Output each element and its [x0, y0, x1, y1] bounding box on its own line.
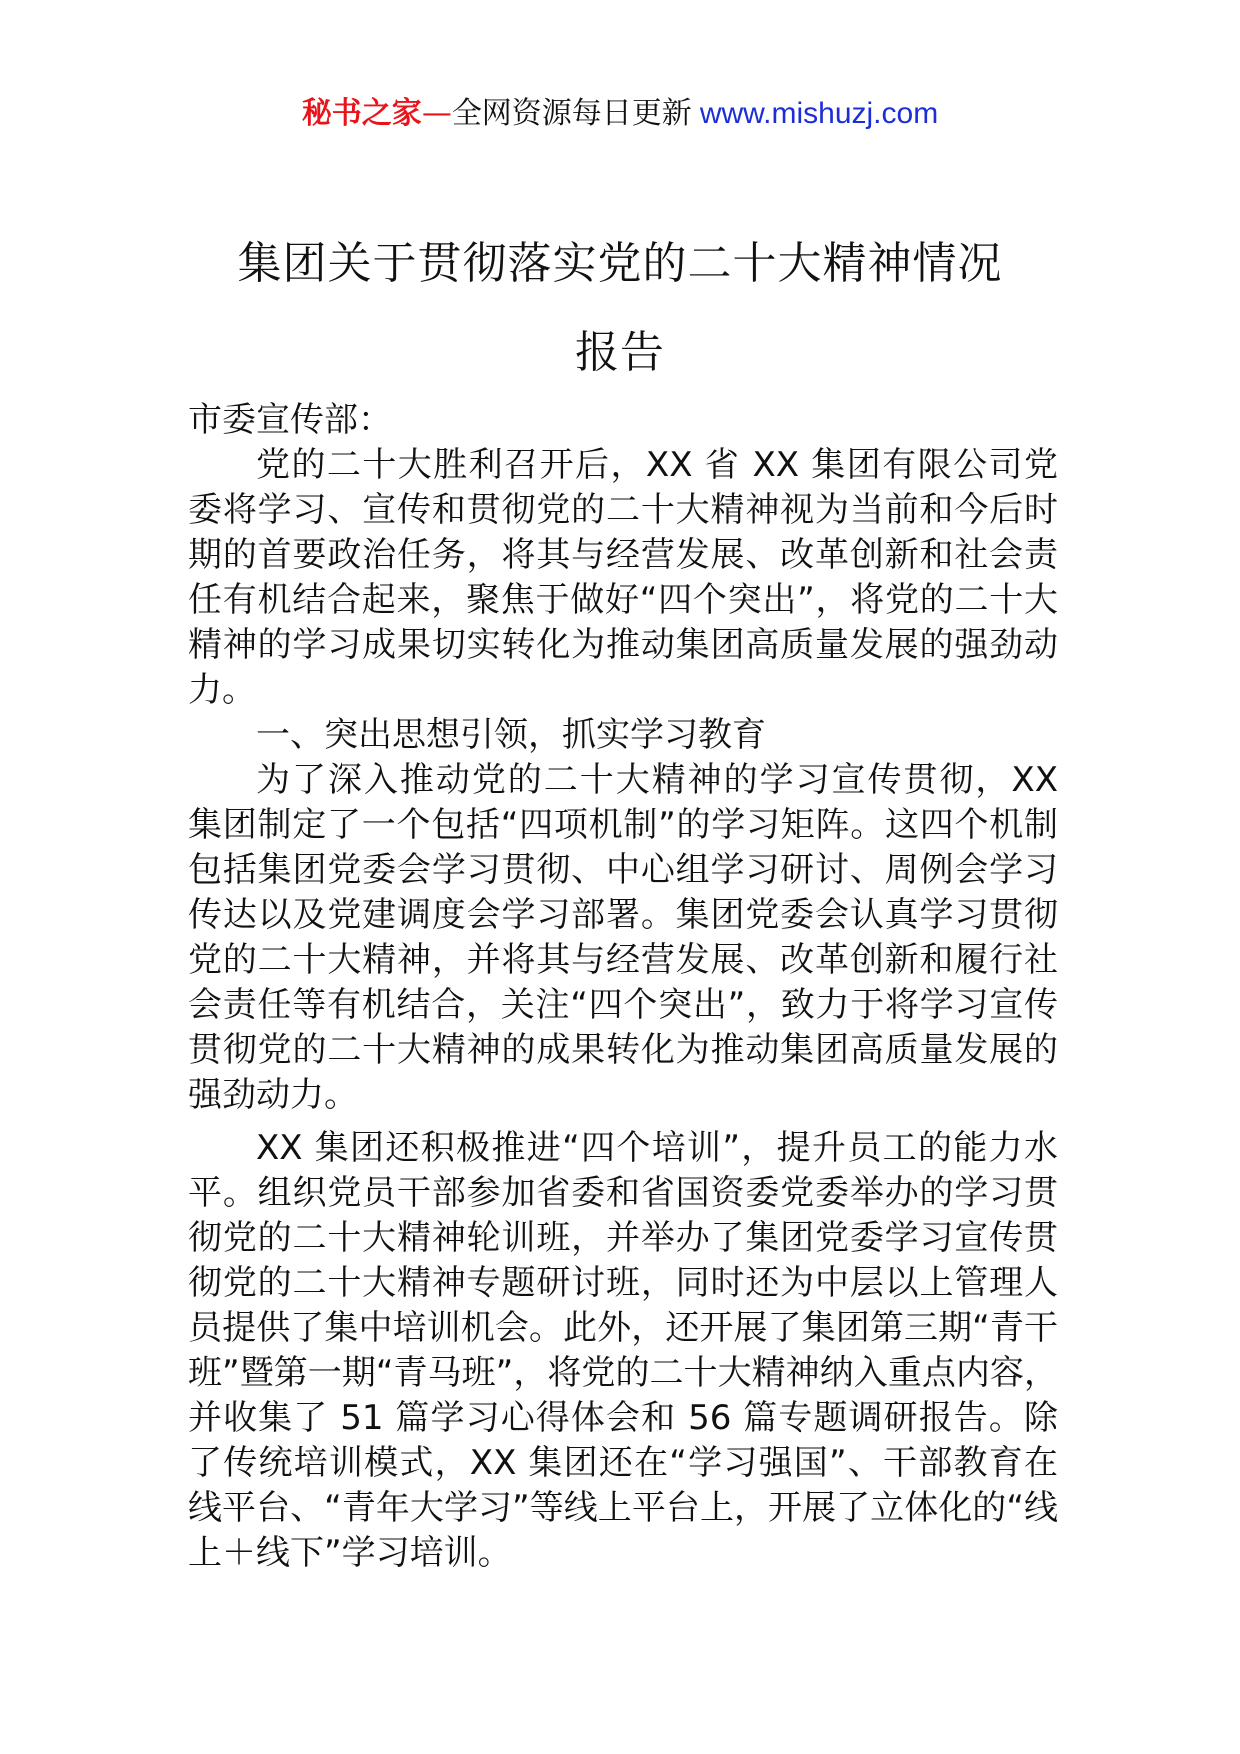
header-tagline: 全网资源每日更新: [451, 96, 692, 131]
header-dash: —: [421, 96, 452, 131]
document-body: [188, 398, 1058, 1576]
site-url-link[interactable]: www.mishuzj.com: [699, 97, 939, 130]
document-title-line-1: 集团关于贯彻落实党的二十大精神情况: [237, 238, 1003, 289]
section-heading-1: 一、突出思想引领，抓实学习教育: [256, 715, 766, 755]
paragraph-learning-mechanisms: 为了深入推动党的二十大精神的学习宣传贯彻，XX 集团制定了一个包括“四项机制”的学习矩阵。这四个机制包括集团党委会学习贯彻、中心组学习研讨、周例会学习传达以及党建调度会学习部署。集团党委会认真学习贯彻党的二十大精神，并将其与经营发展、改革创新和履行社会责任等有机结合，关注“四个突出”，致力于将学习宣传贯彻党的二十大精神的成果转化为推动集团高质量发展的强劲动力。: [188, 760, 1058, 1115]
document-title-line-2: 报告: [575, 327, 665, 378]
paragraph-training: XX 集团还积极推进“四个培训”，提升员工的能力水平。组织党员干部参加省委和省国资委党委举办的学习贯彻党的二十大精神轮训班，并举办了集团党委学习宣传贯彻党的二十大精神专题研讨班，同时还为中层以上管理人员提供了集中培训机会。此外，还开展了集团第三期“青干班”暨第一期“青马班”，将党的二十大精神纳入重点内容，并收集了 51 篇学习心得体会和 56 篇专题调研报告。除了传统培训模式，XX 集团还在“学习强国”、干部教育在线平台、“青年大学习”等线上平台上，开展了立体化的“线上＋线下”学习培训。: [188, 1128, 1058, 1573]
salutation: 市委宣传部：: [188, 400, 392, 440]
site-header: [0, 94, 1240, 134]
paragraph-intro: 党的二十大胜利召开后，XX 省 XX 集团有限公司党委将学习、宣传和贯彻党的二十大精神视为当前和今后时期的首要政治任务，将其与经营发展、改革创新和社会责任有机结合起来，聚焦于做好“四个突出”，将党的二十大精神的学习成果切实转化为推动集团高质量发展的强劲动力。: [188, 445, 1058, 710]
brand-name: 秘书之家: [301, 96, 422, 131]
